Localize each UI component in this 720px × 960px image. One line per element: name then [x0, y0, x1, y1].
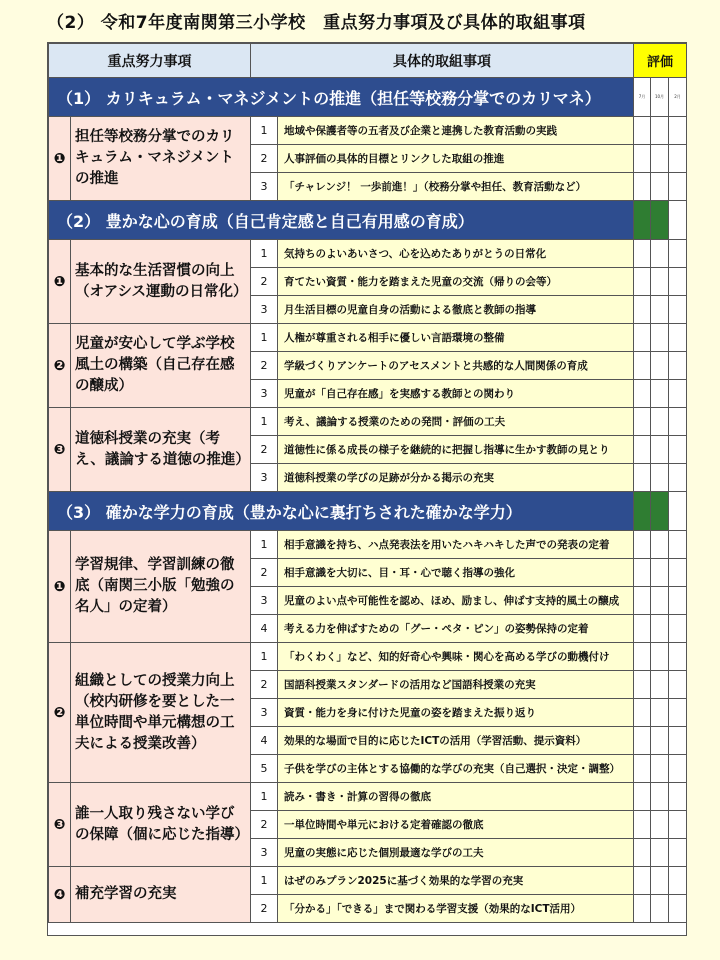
rating-cell[interactable] [651, 699, 669, 727]
rating-cell[interactable] [669, 296, 687, 324]
rating-column-band [634, 201, 651, 240]
focus-item-number: ❶ [49, 117, 71, 201]
section-header-row [49, 492, 687, 531]
rating-cell[interactable] [634, 173, 651, 201]
rating-cell[interactable] [651, 783, 669, 811]
rating-cell[interactable] [669, 671, 687, 699]
action-text: 児童のよい点や可能性を認め、ほめ、励まし、伸ばす支持的風土の醸成 [278, 587, 634, 615]
rating-cell[interactable] [634, 464, 651, 492]
rating-cell[interactable] [669, 643, 687, 671]
rating-cell[interactable] [669, 839, 687, 867]
rating-cell[interactable] [634, 755, 651, 783]
action-number: 2 [251, 352, 278, 380]
section-title: （3） 確かな学力の育成（豊かな心に裏打ちされた確かな学力） [49, 492, 634, 531]
action-text: 人権が尊重される相手に優しい言語環境の整備 [278, 324, 634, 352]
rating-cell[interactable] [634, 699, 651, 727]
rating-cell[interactable] [651, 615, 669, 643]
action-number: 3 [251, 380, 278, 408]
rating-cell[interactable] [669, 559, 687, 587]
rating-cell[interactable] [634, 324, 651, 352]
section-header-row [49, 78, 687, 117]
rating-cell[interactable] [634, 380, 651, 408]
action-number: 2 [251, 671, 278, 699]
action-number: 4 [251, 727, 278, 755]
rating-cell[interactable] [651, 559, 669, 587]
rating-month-label: 2月 [669, 78, 687, 117]
rating-cell[interactable] [669, 268, 687, 296]
section-title: （1） カリキュラム・マネジメントの推進（担任等校務分掌でのカリマネ） [49, 78, 634, 117]
rating-cell[interactable] [669, 699, 687, 727]
action-row [49, 240, 687, 268]
action-number: 1 [251, 643, 278, 671]
action-row [49, 531, 687, 559]
rating-cell[interactable] [651, 324, 669, 352]
rating-cell[interactable] [669, 240, 687, 268]
action-number: 1 [251, 240, 278, 268]
action-number: 3 [251, 839, 278, 867]
action-number: 2 [251, 811, 278, 839]
action-text: 地域や保護者等の五者及び企業と連携した教育活動の実践 [278, 117, 634, 145]
rating-cell[interactable] [634, 839, 651, 867]
action-number: 1 [251, 117, 278, 145]
rating-cell[interactable] [634, 895, 651, 923]
rating-cell[interactable] [669, 464, 687, 492]
focus-item-label: 補充学習の充実 [71, 867, 251, 923]
rating-cell[interactable] [651, 408, 669, 436]
rating-cell[interactable] [651, 173, 669, 201]
action-text: 児童が「自己存在感」を実感する教師との関わり [278, 380, 634, 408]
rating-cell[interactable] [669, 755, 687, 783]
action-text: 育てたい資質・能力を踏まえた児童の交流（帰りの会等） [278, 268, 634, 296]
rating-month-label: 7月 [634, 78, 651, 117]
rating-cell[interactable] [634, 587, 651, 615]
rating-cell[interactable] [651, 727, 669, 755]
focus-item-number: ❷ [49, 324, 71, 408]
section-header-row [49, 201, 687, 240]
action-text: 「わくわく」など、知的好奇心や興味・関心を高める学びの動機付け [278, 643, 634, 671]
rating-cell[interactable] [669, 324, 687, 352]
focus-item-number: ❷ [49, 643, 71, 783]
action-number: 1 [251, 408, 278, 436]
rating-cell[interactable] [651, 643, 669, 671]
action-number: 2 [251, 268, 278, 296]
rating-cell[interactable] [651, 380, 669, 408]
section-title: （2） 豊かな心の育成（自己肯定感と自己有用感の育成） [49, 201, 634, 240]
focus-item-label: 誰一人取り残さない学びの保障（個に応じた指導） [71, 783, 251, 867]
rating-cell[interactable] [634, 783, 651, 811]
rating-cell[interactable] [651, 268, 669, 296]
plan-table [48, 43, 687, 923]
focus-item-number: ❸ [49, 783, 71, 867]
action-text: 子供を学びの主体とする協働的な学びの充実（自己選択・決定・調整） [278, 755, 634, 783]
rating-cell[interactable] [651, 436, 669, 464]
action-text: 相手意識を持ち、ハ点発表法を用いたハキハキした声での発表の定着 [278, 531, 634, 559]
action-number: 3 [251, 587, 278, 615]
action-row [49, 867, 687, 895]
rating-cell[interactable] [634, 268, 651, 296]
rating-cell[interactable] [651, 839, 669, 867]
rating-cell[interactable] [651, 811, 669, 839]
rating-column-band [651, 492, 669, 531]
focus-item-number: ❶ [49, 531, 71, 643]
action-row [49, 408, 687, 436]
header-actions: 具体的取組事項 [251, 44, 634, 78]
rating-cell[interactable] [669, 436, 687, 464]
rating-cell[interactable] [634, 811, 651, 839]
action-number: 1 [251, 867, 278, 895]
rating-column-band [651, 201, 669, 240]
action-text: 相手意識を大切に、目・耳・心で聴く指導の強化 [278, 559, 634, 587]
action-text: 児童の実態に応じた個別最適な学びの工夫 [278, 839, 634, 867]
focus-item-number: ❶ [49, 240, 71, 324]
rating-cell[interactable] [634, 867, 651, 895]
rating-cell[interactable] [651, 755, 669, 783]
rating-cell[interactable] [669, 727, 687, 755]
page-title: （2） 令和7年度南関第三小学校 重点努力事項及び具体的取組事項 [47, 13, 586, 33]
rating-cell[interactable] [651, 296, 669, 324]
rating-cell[interactable] [669, 408, 687, 436]
rating-cell[interactable] [669, 380, 687, 408]
action-text: 資質・能力を身に付けた児童の姿を踏まえた振り返り [278, 699, 634, 727]
rating-cell[interactable] [634, 117, 651, 145]
rating-cell[interactable] [651, 531, 669, 559]
action-text: 「チャレンジ！ 一歩前進！」（校務分掌や担任、教育活動など） [278, 173, 634, 201]
rating-cell[interactable] [669, 145, 687, 173]
rating-cell[interactable] [669, 895, 687, 923]
rating-cell[interactable] [669, 811, 687, 839]
action-number: 1 [251, 783, 278, 811]
action-text: 気持ちのよいあいさつ、心を込めたありがとうの日常化 [278, 240, 634, 268]
rating-cell[interactable] [634, 559, 651, 587]
rating-cell[interactable] [651, 117, 669, 145]
rating-cell[interactable] [651, 352, 669, 380]
header-focus: 重点努力事項 [49, 44, 251, 78]
rating-cell[interactable] [651, 867, 669, 895]
focus-item-label: 学習規律、学習訓練の徹底（南関三小版「勉強の名人」の定着） [71, 531, 251, 643]
rating-cell[interactable] [634, 531, 651, 559]
rating-cell[interactable] [669, 531, 687, 559]
table-header-row [49, 44, 687, 78]
rating-cell[interactable] [669, 173, 687, 201]
action-number: 3 [251, 699, 278, 727]
rating-cell[interactable] [634, 408, 651, 436]
action-text: はぜのみプラン2025に基づく効果的な学習の充実 [278, 867, 634, 895]
action-row [49, 643, 687, 671]
rating-column-band [669, 201, 687, 240]
focus-item-label: 児童が安心して学ぶ学校風土の構築（自己存在感の醸成） [71, 324, 251, 408]
action-text: 学級づくりアンケートのアセスメントと共感的な人間関係の育成 [278, 352, 634, 380]
rating-cell[interactable] [634, 615, 651, 643]
rating-cell[interactable] [634, 671, 651, 699]
rating-cell[interactable] [669, 352, 687, 380]
rating-cell[interactable] [669, 783, 687, 811]
action-text: 考え、議論する授業のための発問・評価の工夫 [278, 408, 634, 436]
focus-item-label: 組織としての授業力向上（校内研修を要とした一単位時間や単元構想の工夫による授業改善） [71, 643, 251, 783]
action-row [49, 117, 687, 145]
rating-month-label: 10月 [651, 78, 669, 117]
action-text: 国語科授業スタンダードの活用など国語科授業の充実 [278, 671, 634, 699]
rating-cell[interactable] [634, 296, 651, 324]
rating-cell[interactable] [651, 671, 669, 699]
action-number: 2 [251, 895, 278, 923]
rating-cell[interactable] [634, 240, 651, 268]
focus-item-number: ❸ [49, 408, 71, 492]
action-row [49, 324, 687, 352]
rating-cell[interactable] [651, 464, 669, 492]
action-text: 道徳性に係る成長の様子を継続的に把握し指導に生かす教師の見とり [278, 436, 634, 464]
rating-cell[interactable] [634, 643, 651, 671]
rating-cell[interactable] [634, 727, 651, 755]
rating-cell[interactable] [669, 867, 687, 895]
action-text: 効果的な場面で目的に応じたICTの活用（学習活動、提示資料） [278, 727, 634, 755]
rating-cell[interactable] [651, 240, 669, 268]
focus-item-number: ❹ [49, 867, 71, 923]
rating-cell[interactable] [651, 895, 669, 923]
rating-cell[interactable] [669, 117, 687, 145]
plan-table-body [49, 44, 687, 923]
action-number: 2 [251, 436, 278, 464]
focus-item-label: 道徳科授業の充実（考え、議論する道徳の推進） [71, 408, 251, 492]
rating-cell[interactable] [669, 587, 687, 615]
action-number: 2 [251, 559, 278, 587]
rating-column-band [669, 492, 687, 531]
header-rating: 評価 [634, 44, 687, 78]
action-number: 3 [251, 296, 278, 324]
rating-cell[interactable] [669, 615, 687, 643]
action-text: 考える力を伸ばすための「グー・ペタ・ピン」の姿勢保持の定着 [278, 615, 634, 643]
rating-column-band [634, 492, 651, 531]
rating-cell[interactable] [634, 352, 651, 380]
action-row [49, 783, 687, 811]
action-text: 道徳科授業の学びの足跡が分かる掲示の充実 [278, 464, 634, 492]
action-text: 一単位時間や単元における定着確認の徹底 [278, 811, 634, 839]
action-number: 5 [251, 755, 278, 783]
action-text: 月生活目標の児童自身の活動による徹底と教師の指導 [278, 296, 634, 324]
action-number: 3 [251, 464, 278, 492]
action-number: 1 [251, 531, 278, 559]
rating-cell[interactable] [651, 587, 669, 615]
action-number: 4 [251, 615, 278, 643]
plan-table-frame [47, 42, 687, 936]
focus-item-label: 担任等校務分掌でのカリキュラム・マネジメントの推進 [71, 117, 251, 201]
action-number: 1 [251, 324, 278, 352]
rating-cell[interactable] [651, 145, 669, 173]
action-text: 読み・書き・計算の習得の徹底 [278, 783, 634, 811]
action-number: 3 [251, 173, 278, 201]
focus-item-label: 基本的な生活習慣の向上（オアシス運動の日常化） [71, 240, 251, 324]
action-text: 人事評価の具体的目標とリンクした取組の推進 [278, 145, 634, 173]
rating-cell[interactable] [634, 145, 651, 173]
action-text: 「分かる」「できる」まで関わる学習支援（効果的なICT活用） [278, 895, 634, 923]
action-number: 2 [251, 145, 278, 173]
rating-cell[interactable] [634, 436, 651, 464]
